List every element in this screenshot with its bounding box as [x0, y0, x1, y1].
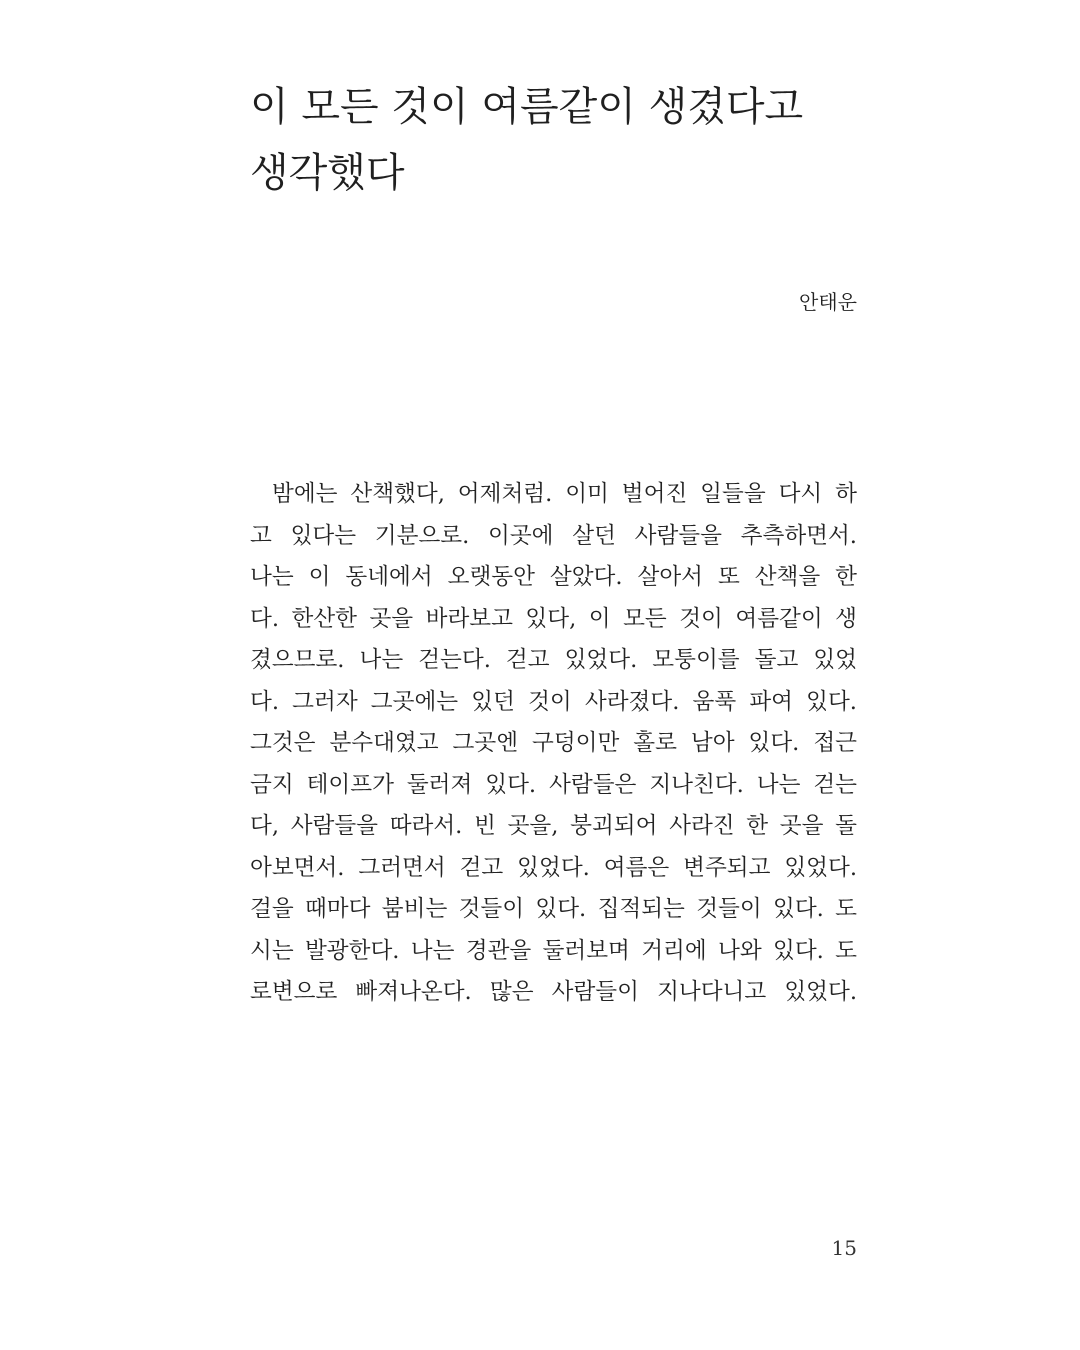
page-number: 15	[831, 1236, 857, 1260]
poem-body-line: 다, 사람들을 따라서. 빈 곳을, 붕괴되어 사라진 한 곳을 돌	[250, 813, 857, 839]
author-name: 안태운	[799, 290, 857, 314]
poem-body-line: 고 있다는 기분으로. 이곳에 살던 사람들을 추측하면서.	[250, 522, 857, 549]
poem-title	[250, 74, 850, 206]
poem-body-line: 그것은 분수대였고 그곳엔 구덩이만 홀로 남아 있다. 접근	[250, 730, 857, 756]
poem-body-line: 금지 테이프가 둘러져 있다. 사람들은 지나친다. 나는 걷는	[250, 771, 857, 798]
poem-body-line: 다. 한산한 곳을 바라보고 있다, 이 모든 것이 여름같이 생	[250, 605, 857, 632]
poem-body-line: 겼으므로. 나는 걷는다. 걷고 있었다. 모퉁이를 돌고 있었	[250, 647, 857, 673]
poem-body-line: 아보면서. 그러면서 걷고 있었다. 여름은 변주되고 있었다.	[250, 854, 857, 881]
poem-title-line-2: 생각했다	[250, 150, 405, 196]
poem-body-line: 다. 그러자 그곳에는 있던 것이 사라졌다. 움푹 파여 있다.	[250, 688, 857, 715]
poem-body-line: 나는 이 동네에서 오랫동안 살았다. 살아서 또 산책을 한	[250, 564, 857, 590]
poem-body-line: 걸을 때마다 붐비는 것들이 있다. 집적되는 것들이 있다. 도	[250, 896, 857, 922]
poem-title-line-1: 이 모든 것이 여름같이 생겼다고	[250, 84, 804, 130]
poem-body-line: 로변으로 빠져나온다. 많은 사람들이 지나다니고 있었다.	[250, 979, 857, 1005]
poem-body-line: 밤에는 산책했다, 어제처럼. 이미 벌어진 일들을 다시 하	[272, 481, 857, 507]
poem-body	[250, 474, 857, 1014]
poem-body-line: 시는 발광한다. 나는 경관을 둘러보며 거리에 나와 있다. 도	[250, 937, 857, 964]
